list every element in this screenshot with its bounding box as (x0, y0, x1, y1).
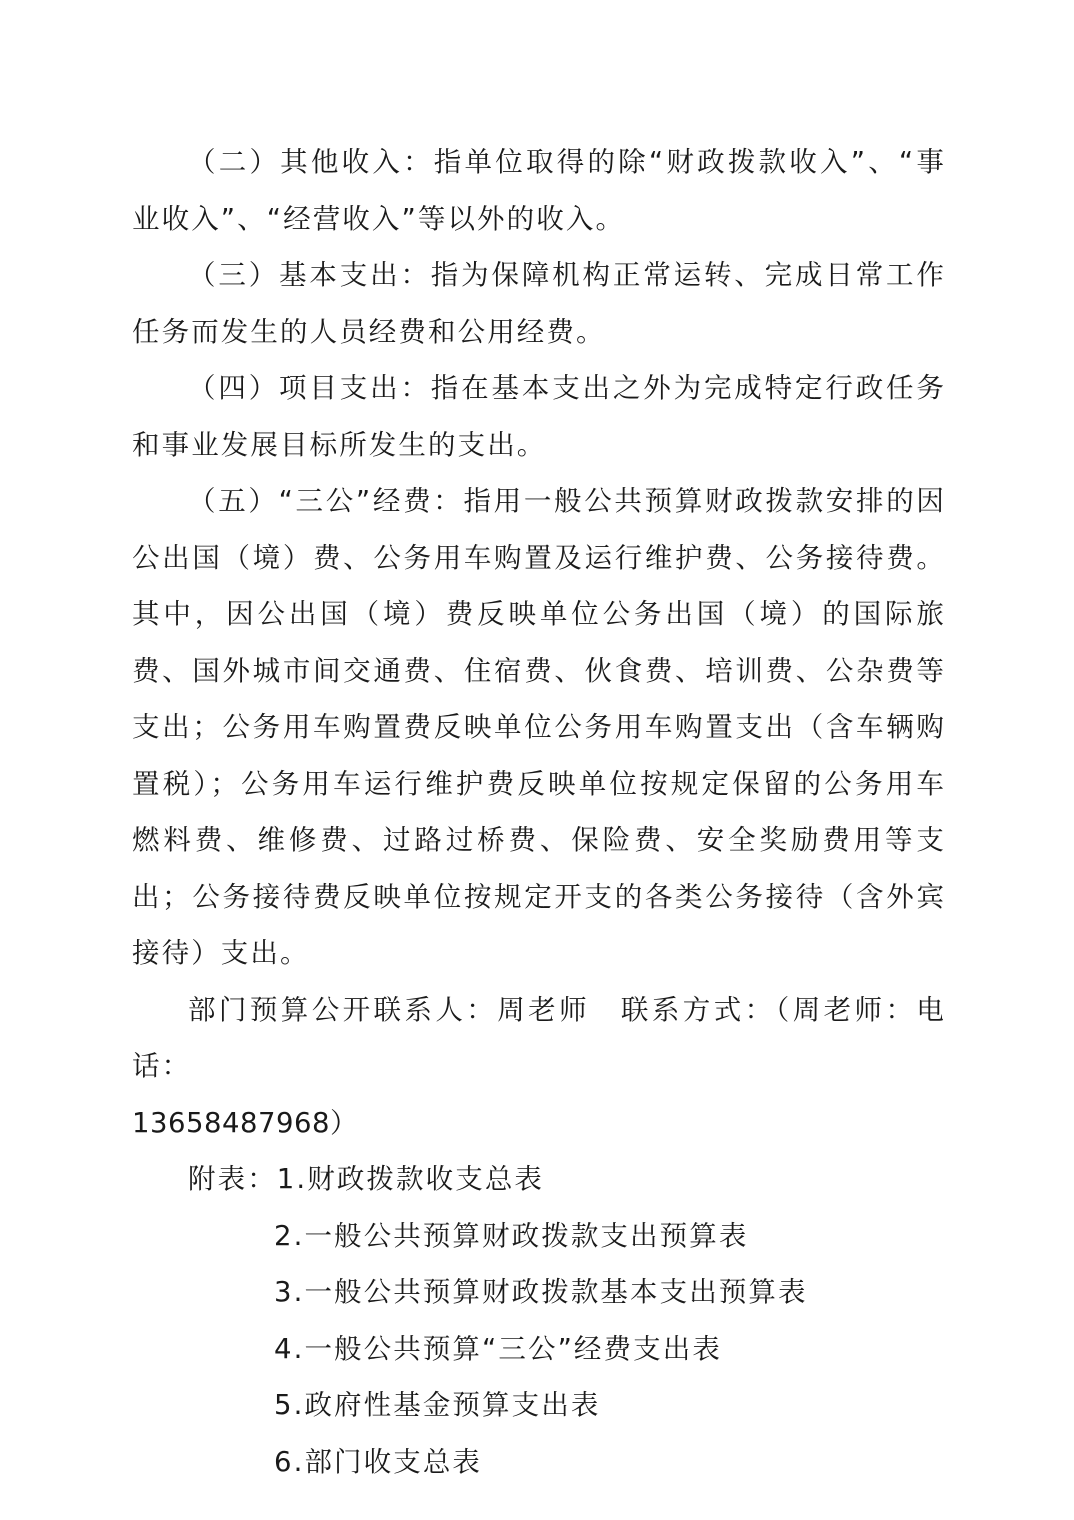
attachment-item: 2.一般公共预算财政拨款支出预算表 (274, 1219, 749, 1252)
paragraph-other-income: （二）其他收入：指单位取得的除“财政拨款收入”、“事业收入”、“经营收入”等以外的收入。 (132, 146, 946, 235)
contact-text: 部门预算公开联系人：周老师 联系方式：（周老师：电话： (132, 993, 946, 1082)
contact-paragraph (132, 982, 946, 1152)
document-body (132, 134, 946, 1490)
attachment-item: 3.一般公共预算财政拨款基本支出预算表 (274, 1276, 808, 1308)
paragraph-three-public-funds: （五）“三公”经费：指用一般公共预算财政拨款安排的因公出国（境）费、公务用车购置及运行维护费、公务接待费。其中，因公出国（境）费反映单位公务出国（境）的国际旅费、国外城市间交通费、住宿费、伙食费、培训费、公杂费等支出；公务用车购置费反映单位公务用车购置支出（含车辆购置税）；公务用车运行维护费反映单位按规定保留的公务用车燃料费、维修费、过路过桥费、保险费、安全奖励费用等支出；公务接待费反映单位按规定开支的各类公务接待（含外宾接待）支出。 (132, 485, 946, 969)
attachment-item: 5.政府性基金预算支出表 (274, 1389, 601, 1421)
paragraph-basic-expenditure: （三）基本支出：指为保障机构正常运转、完成日常工作任务而发生的人员经费和公用经费。 (132, 259, 946, 348)
contact-phone: 13658487968） (132, 1106, 358, 1139)
attachment-title: 附表：1.财政拨款收支总表 (188, 1163, 545, 1195)
attachment-item: 4.一般公共预算“三公”经费支出表 (274, 1332, 722, 1365)
attachment-item: 6.部门收支总表 (274, 1445, 483, 1478)
paragraph-project-expenditure: （四）项目支出：指在基本支出之外为完成特定行政任务和事业发展目标所发生的支出。 (132, 372, 946, 461)
